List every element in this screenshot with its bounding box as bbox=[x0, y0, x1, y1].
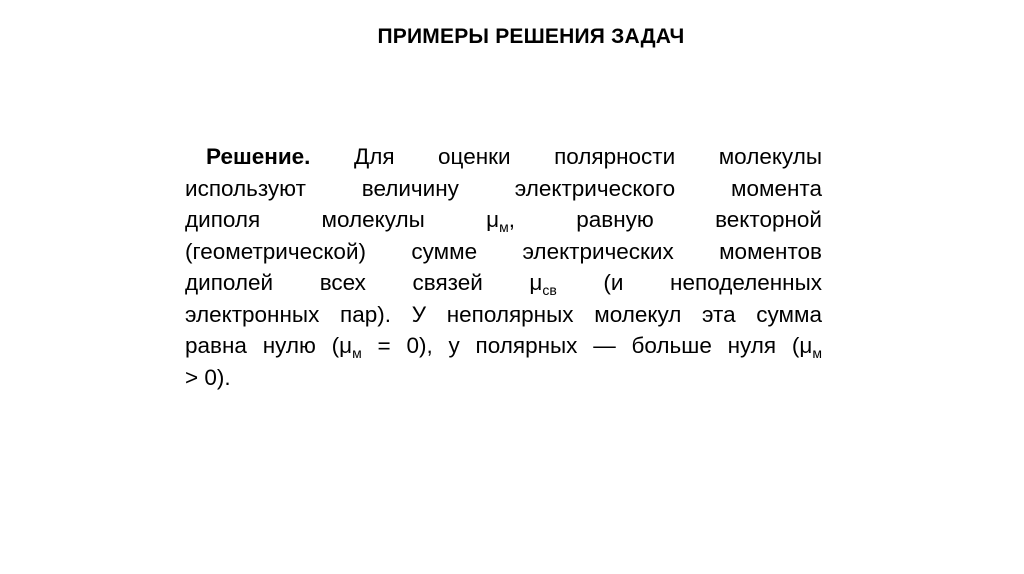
mu-m-subscript-2: м bbox=[352, 345, 362, 361]
line-7-text-b: = 0), у полярных — больше нуля (μ bbox=[361, 333, 813, 358]
mu-m-subscript: м bbox=[499, 219, 509, 235]
mu-m-subscript-3: м bbox=[812, 345, 822, 361]
paragraph-line-1 bbox=[185, 141, 822, 173]
paragraph-line-4: (геометрической) сумме электрических моментов bbox=[185, 238, 822, 264]
line-5-text-a: диполей всех связей μ bbox=[185, 270, 543, 295]
line-7-text-a: равна нулю (μ bbox=[185, 333, 353, 358]
paragraph-line-3 bbox=[185, 204, 822, 236]
solution-label: Решение. bbox=[206, 144, 311, 169]
mu-sv-subscript: св bbox=[542, 282, 557, 298]
line-3-text-a: диполя молекулы μ bbox=[185, 207, 500, 232]
solution-paragraph bbox=[185, 141, 822, 393]
paragraph-line-5 bbox=[185, 267, 822, 299]
paragraph-line-7 bbox=[185, 330, 822, 362]
line-5-text-b: (и неподеленных bbox=[556, 270, 822, 295]
line-1-text: Для оценки полярности молекулы bbox=[310, 144, 822, 169]
paragraph-line-2: используют величину электрического момента bbox=[185, 175, 822, 201]
line-3-text-b: , равную векторной bbox=[508, 207, 822, 232]
paragraph-line-6: электронных пар). У неполярных молекул эта сумма bbox=[185, 301, 822, 327]
paragraph-line-8: > 0). bbox=[185, 364, 231, 390]
slide-title: ПРИМЕРЫ РЕШЕНИЯ ЗАДАЧ bbox=[377, 25, 685, 48]
